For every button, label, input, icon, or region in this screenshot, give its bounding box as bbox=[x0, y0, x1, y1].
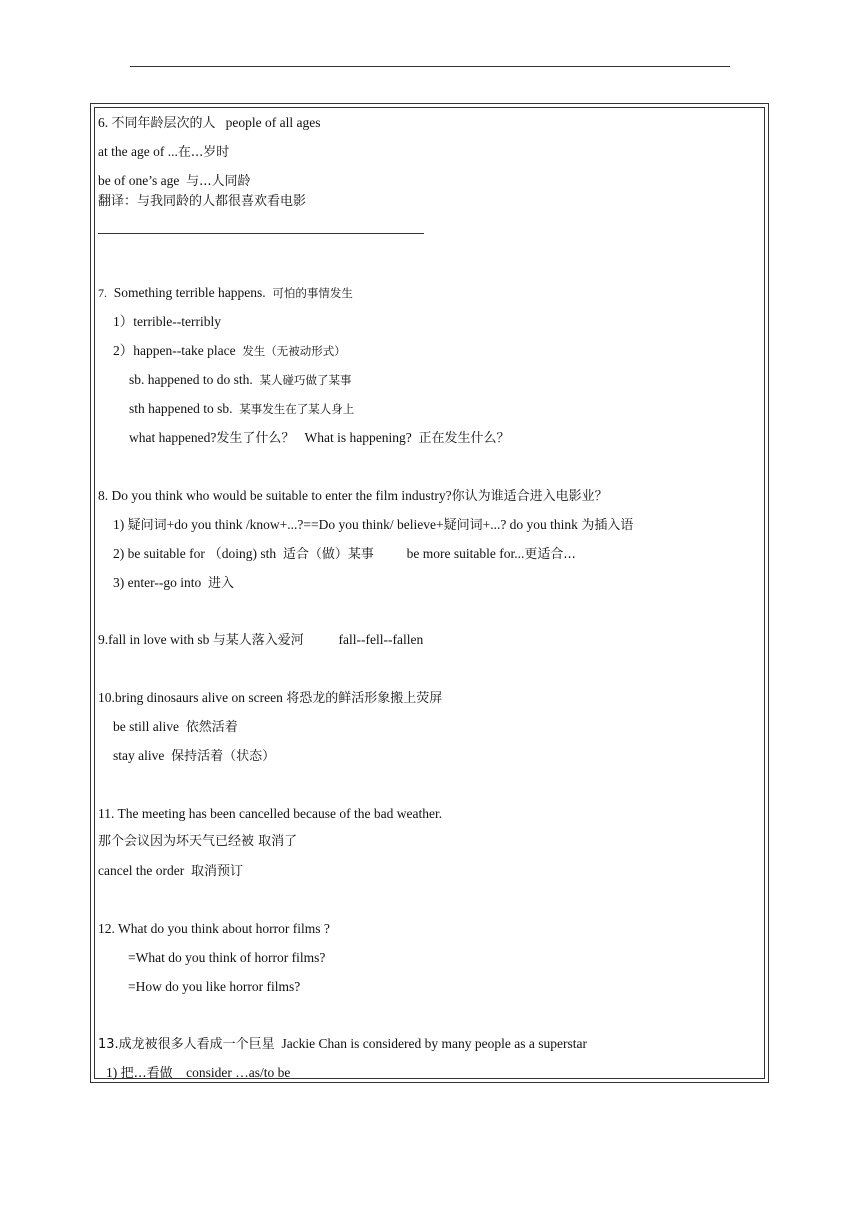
section-11-title: 11. The meeting has been cancelled because of the bad weather. bbox=[98, 806, 443, 821]
section-11-point-1: cancel the order 取消预订 bbox=[98, 863, 243, 879]
section-7-title: 7. Something terrible happens. 可怕的事情发生 bbox=[98, 285, 353, 300]
section-7-point-1: 1）terrible--terribly bbox=[113, 314, 221, 329]
answer-blank bbox=[98, 233, 424, 234]
section-8-point-2: 2) be suitable for （doing) sth 适合（做）某事 be more suitable for...更适合... bbox=[113, 546, 576, 562]
section-13-point-1: 1) 把…看做 consider …as/to be bbox=[106, 1065, 291, 1081]
section-9: 9.fall in love with sb 与某人落入爱河 fall--fell--fallen bbox=[98, 632, 424, 648]
section-8-point-3: 3) enter--go into 进入 bbox=[113, 575, 234, 591]
section-12-point-2: =How do you like horror films? bbox=[128, 979, 301, 994]
header-rule bbox=[130, 66, 730, 67]
section-7-point-4: sth happened to sb. 某事发生在了某人身上 bbox=[129, 401, 355, 416]
section-11-translation: 那个会议因为坏天气已经被 取消了 bbox=[98, 834, 298, 849]
section-12-point-1: =What do you think of horror films? bbox=[128, 950, 326, 965]
section-6-line-2: at the age of ...在...岁时 bbox=[98, 144, 230, 160]
section-7-point-3: sb. happened to do sth. 某人碰巧做了某事 bbox=[129, 372, 352, 387]
section-8-point-1: 1) 疑问词+do you think /know+...?==Do you think/ believe+疑问词+...? do you think 为插入语 bbox=[113, 517, 634, 533]
section-6-line-1: 6. 不同年龄层次的人 people of all ages bbox=[98, 115, 321, 131]
section-7-point-5: what happened?发生了什么？ What is happening? 正在发生什么？ bbox=[129, 430, 510, 446]
section-7-point-2: 2）happen--take place 发生（无被动形式） bbox=[113, 343, 346, 358]
section-10-point-2: stay alive 保持活着（状态） bbox=[113, 748, 276, 764]
section-12-title: 12. What do you think about horror films ? bbox=[98, 921, 330, 936]
section-10-point-1: be still alive 依然活着 bbox=[113, 719, 238, 735]
section-10-title: 10.bring dinosaurs alive on screen 将恐龙的鲜活形象搬上荧屏 bbox=[98, 690, 443, 706]
section-13-title: 13.成龙被很多人看成一个巨星 Jackie Chan is considered by many people as a superstar bbox=[98, 1036, 587, 1052]
section-8-title: 8. Do you think who would be suitable to enter the film industry?你认为谁适合进入电影业？ bbox=[98, 488, 608, 504]
section-6-translate-prompt: 翻译：与我同龄的人都很喜欢看电影 bbox=[98, 194, 307, 209]
section-6-line-3: be of one’s age 与...人同龄 bbox=[98, 173, 251, 189]
